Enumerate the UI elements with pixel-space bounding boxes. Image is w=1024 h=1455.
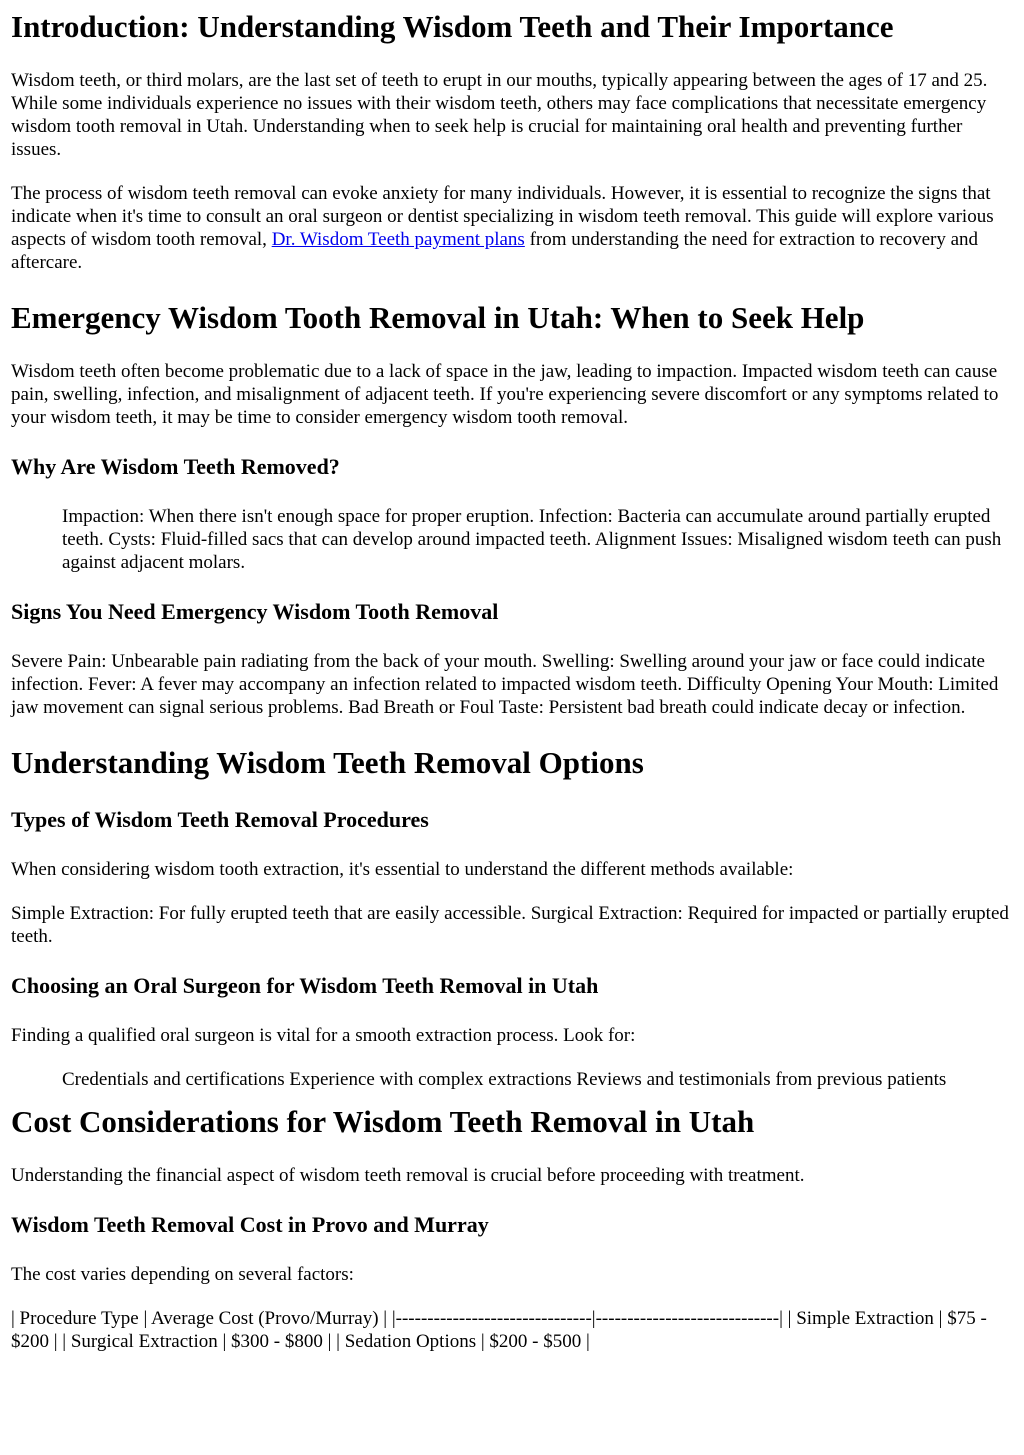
cost-heading: Cost Considerations for Wisdom Teeth Removal in Utah [11,1104,755,1139]
article [0,9,1024,1353]
cost-intro: Understanding the financial aspect of wisdom teeth removal is crucial before proceeding with treatment. [11,1165,805,1186]
emergency-paragraph: Wisdom teeth often become problematic due to a lack of space in the jaw, leading to impaction. Impacted wisdom teeth can cause pain, swelling, infection, and misalignment of adjacent teeth. If you're experiencing severe discomfort or any symptoms related to your wisdom teeth, it may be time to consider emergency wisdom tooth removal. [11,361,999,428]
signs-paragraph: Severe Pain: Unbearable pain radiating from the back of your mouth. Swelling: Swelling around your jaw or face could indicate infection. Fever: A fever may accompany an infection related to impacted wisdom teeth. Difficulty Opening Your Mouth: Limited jaw movement can signal serious problems. Bad Breath or Foul Taste: Persistent bad breath could indicate decay or infection. [11,651,999,718]
why-removed-list: Impaction: When there isn't enough space for proper eruption. Infection: Bacteria can accumulate around partially erupted teeth. Cysts: Fluid-filled sacs that can develop around impacted teeth. Alignment Issues: Misaligned wisdom teeth can push against adjacent molars. [62,506,1002,573]
choose-surgeon-intro: Finding a qualified oral surgeon is vital for a smooth extraction process. Look for: [11,1025,636,1046]
signs-heading: Signs You Need Emergency Wisdom Tooth Removal [11,599,499,624]
intro-paragraph-1: Wisdom teeth, or third molars, are the last set of teeth to erupt in our mouths, typically appearing between the ages of 17 and 25. While some individuals experience no issues with their wisdom teeth, others may face complications that necessitate emergency wisdom tooth removal in Utah. Understanding when to seek help is crucial for maintaining oral health and preventing further issues. [11,70,988,160]
types-heading: Types of Wisdom Teeth Removal Procedures [11,807,429,832]
cost-table-text: | Procedure Type | Average Cost (Provo/Murray) | |-------------------------------|-----------------------------| | Simple Extraction | $75 - $200 | | Surgical Extraction | $300 - $800 | | Sedation Options | $200 - $500 | [11,1308,987,1352]
payment-plans-link[interactable]: Dr. Wisdom Teeth payment plans [271,229,525,250]
options-heading: Understanding Wisdom Teeth Removal Options [11,745,644,780]
intro-paragraph-2 [11,182,1014,274]
emergency-heading: Emergency Wisdom Tooth Removal in Utah: When to Seek Help [11,300,865,335]
provo-murray-heading: Wisdom Teeth Removal Cost in Provo and Murray [11,1212,489,1237]
types-paragraph: Simple Extraction: For fully erupted teeth that are easily accessible. Surgical Extraction: Required for impacted or partially erupted teeth. [11,903,1009,947]
types-intro: When considering wisdom tooth extraction, it's essential to understand the different methods available: [11,859,794,880]
intro-p2-text-after: from understanding the need for extraction to recovery and aftercare. [11,229,979,273]
intro-heading: Introduction: Understanding Wisdom Teeth and Their Importance [11,9,894,44]
intro-p2-text-before: The process of wisdom teeth removal can evoke anxiety for many individuals. However, it is essential to recognize the signs that indicate when it's time to consult an oral surgeon or dentist specializing in wisdom teeth removal. This guide will explore various aspects of wisdom tooth removal, [11,183,994,250]
choose-surgeon-list: Credentials and certifications Experience with complex extractions Reviews and testimonials from previous patients [62,1069,947,1090]
provo-murray-intro: The cost varies depending on several factors: [11,1264,354,1285]
why-removed-heading: Why Are Wisdom Teeth Removed? [11,454,340,479]
choose-surgeon-heading: Choosing an Oral Surgeon for Wisdom Teeth Removal in Utah [11,973,599,998]
